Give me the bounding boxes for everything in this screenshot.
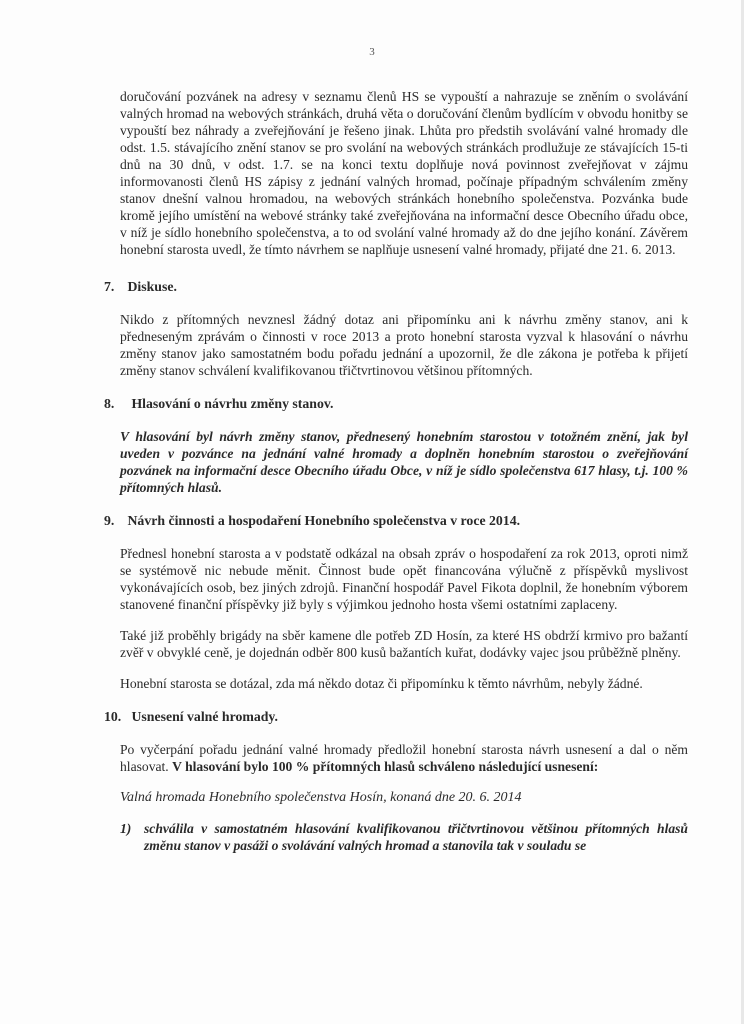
resolution-item [120, 820, 688, 854]
document-body [104, 88, 688, 854]
section-title: Diskuse. [127, 279, 177, 294]
section-7-paragraph: Nikdo z přítomných nevznesl žádný dotaz ani připomínku ani k návrhu změny stanov, ani k předneseným zprávám o činnosti v roce 2013 a proto honební starosta vyzval k hlasování o návrhu změny stanov jako samostatném bodu pořadu jednání a upozornil, že dle zákona je potřeba k přijetí změny stanov schválení kvalifikovanou třičtvrtinovou většinou přítomných. [120, 312, 688, 378]
section-number: 10. [104, 709, 122, 724]
section-9-paragraph-3: Honební starosta se dotázal, zda má někdo dotaz či připomínku k těmto návrhům, nebyly žádné. [120, 676, 643, 691]
section-10-paragraph [120, 741, 688, 775]
resolution-item-text: schválila v samostatném hlasování kvalifikovanou třičtvrtinovou většinou přítomných hlasů změnu stanov v pasáži o svolávání valných hromad a stanovila tak v souladu se [144, 821, 688, 853]
section-number: 9. [104, 513, 115, 528]
intro-paragraph: doručování pozvánek na adresy v seznamu členů HS se vypouští a nahrazuje se zněním o svolávání valných hromad na webových stránkách, druhá věta o doručování členům bydlícím v obvodu honitby se vypouští bez náhrady a zveřejňování je řešeno jinak. Lhůta pro předstih svolávání valné hromady dle odst. 1.5. stávajícího znění stanov se pro svolání na webových stránkách prodlužuje ze stávajících 15-ti dnů na 30 dnů, v odst. 1.7. se na konci textu doplňuje nová povinnost zveřejňovat v zájmu informovanosti členů HS zápisy z jednání valných hromad, počínaje případným schválením změny stanov dnešní valnou hromadou, na webových stránkách honebního společenstva. Pozvánka bude kromě jejího umístění na webové stránky také zveřejňována na informační desce Obecního úřadu obce, v níž je sídlo honebního společenstva, a to od svolání valné hromady až do dne jejího konání. Závěrem honební starosta uvedl, že tímto návrhem se naplňuje usnesení valné hromady, přijaté dne 21. 6. 2013. [120, 89, 688, 257]
section-title: Usnesení valné hromady. [131, 709, 279, 724]
section-title: Hlasování o návrhu změny stanov. [131, 396, 334, 411]
section-9-paragraph-2: Také již proběhly brigády na sběr kamene dle potřeb ZD Hosín, za které HS obdrží krmivo pro bažantí zvěř v obvyklé ceně, je dojednán odběr 800 kusů bažantích kuřat, dodávky vajec jsou průběžně plněny. [120, 628, 688, 660]
page-number: 3 [369, 46, 375, 58]
resolution-title: Valná hromada Honebního společenstva Hosín, konaná dne 20. 6. 2014 [120, 790, 522, 805]
section-heading-9 [104, 512, 688, 529]
resolution-intro: Po vyčerpání pořadu jednání valné hromady předložil honební starosta návrh usnesení a dal o něm hlasovat. [120, 742, 688, 774]
section-heading-7 [104, 278, 688, 295]
section-number: 7. [104, 279, 115, 294]
section-title: Návrh činnosti a hospodaření Honebního společenstva v roce 2014. [127, 513, 521, 528]
resolution-vote-result: V hlasování bylo 100 % přítomných hlasů schváleno následující usnesení: [172, 759, 599, 774]
section-heading-10 [104, 708, 688, 725]
resolution-item-number: 1) [120, 821, 132, 836]
section-8-paragraph: V hlasování byl návrh změny stanov, přednesený honebním starostou v totožném znění, jak byl uveden v pozvánce na jednání valné hromady a doplněn honebním starostou o zveřejňování pozvánek na informační desce Obecního úřadu Obce, v níž je sídlo společenstva 617 hlasy, t.j. 100 % přítomných hlasů. [120, 429, 688, 495]
section-number: 8. [104, 396, 115, 411]
section-heading-8 [104, 395, 688, 412]
section-9-paragraph-1: Přednesl honební starosta a v podstatě odkázal na obsah zpráv o hospodaření za rok 2013, oproti nimž se systémově nic nebude měnit. Činnost bude opět financována výlučně z příspěvků myslivost vykonávajících osob, bez jiných zdrojů. Finanční hospodář Pavel Fikota doplnil, že honebním výborem stanovené finanční příspěvky již byly s výjimkou jednoho hosta všemi ostatními zaplaceny. [120, 546, 688, 612]
